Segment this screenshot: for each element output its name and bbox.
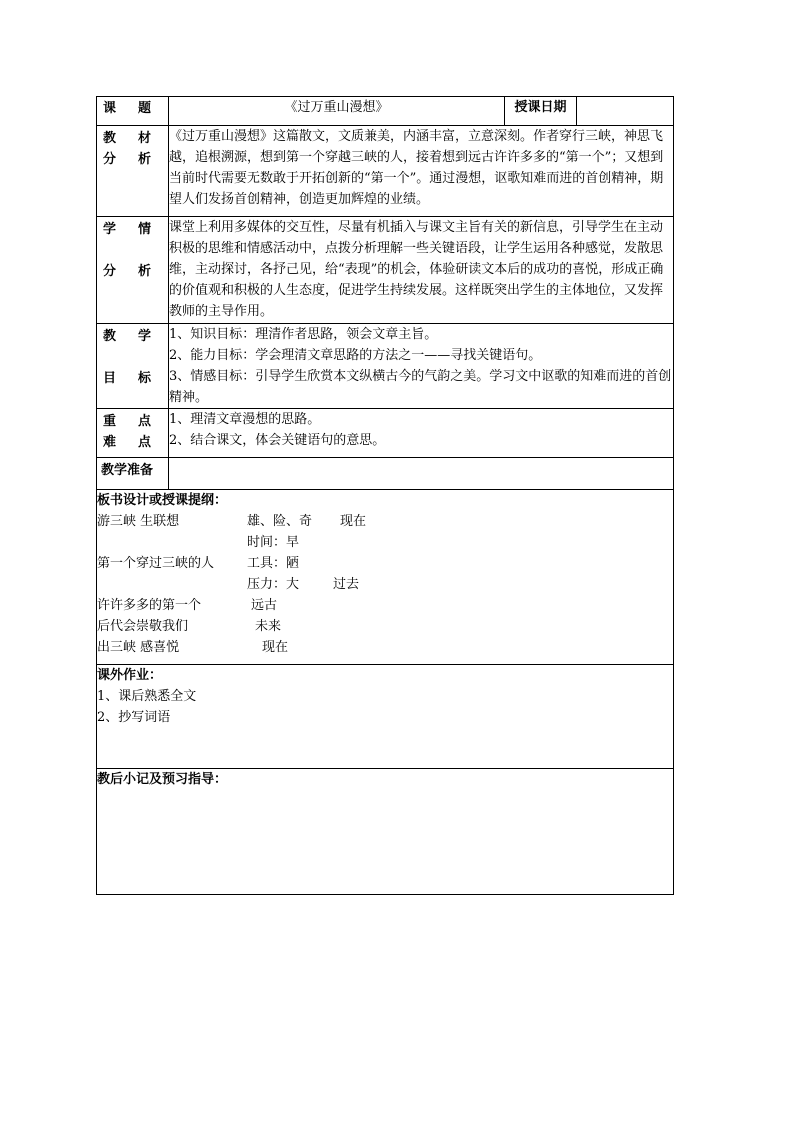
notes-section [97, 769, 674, 895]
board-line: 许许多多的第一个 [97, 598, 202, 613]
material-label-char: 材 [137, 131, 151, 146]
goals-label-char: 目 [103, 371, 117, 386]
board-line: 时间：早 [247, 535, 300, 550]
date-label: 授课日期 [505, 97, 577, 126]
students-label-char: 析 [137, 264, 151, 279]
notes-row [97, 769, 674, 895]
notes-title: 教后小记及预习指导： [97, 772, 228, 787]
homework-item: 2、抄写词语 [97, 710, 171, 725]
topic-row [97, 97, 674, 126]
goal-item: 3、情感目标：引导学生欣赏本文纵横古今的气韵之美。学习文中讴歌的知难而进的首创精神。 [169, 369, 672, 405]
prep-value [169, 458, 674, 490]
keypoints-label-char: 难 [103, 435, 117, 450]
board-line: 出三峡 感喜悦 [97, 640, 180, 655]
board-title: 板书设计或授课提纲： [97, 493, 228, 508]
students-row [97, 217, 674, 324]
keypoints-row [97, 409, 674, 458]
topic-label-b: 题 [137, 101, 151, 116]
board-line: 现在 [262, 640, 289, 655]
board-line: 过去 [333, 577, 360, 592]
material-label-char: 分 [103, 152, 117, 167]
material-label-char: 析 [137, 152, 151, 167]
students-label-char: 学 [103, 222, 117, 237]
keypoints-list [169, 409, 674, 458]
students-label-cell [97, 217, 169, 324]
board-outline [97, 511, 673, 655]
students-label-char: 情 [137, 222, 151, 237]
homework-title: 课外作业： [97, 668, 163, 683]
keypoint-item: 2、结合课文，体会关键语句的意思。 [169, 433, 386, 448]
date-value [577, 97, 674, 126]
board-line: 现在 [340, 514, 367, 529]
material-row [97, 126, 674, 217]
homework-row [97, 665, 674, 769]
goals-label-char: 教 [103, 329, 117, 344]
goals-label-char: 学 [137, 329, 151, 344]
keypoints-label-char: 点 [137, 435, 151, 450]
material-text: 《过万重山漫想》这篇散文，文质兼美，内涵丰富，立意深刻。作者穿行三峡，神思飞越，追根溯源，想到第一个穿越三峡的人，接着想到远古许许多多的“第一个”；又想到当前时代需要无数敢于开拓创新的“第一个”。通过漫想，讴歌知难而进的首创精神，期望人们发扬首创精神，创造更加辉煌的业绩。 [169, 126, 674, 217]
homework-item: 1、课后熟悉全文 [97, 689, 197, 704]
topic-label-a: 课 [103, 101, 117, 116]
topic-label-cell [97, 97, 169, 126]
board-line: 雄、险、奇 [247, 514, 313, 529]
board-line: 远古 [251, 598, 278, 613]
keypoint-item: 1、理清文章漫想的思路。 [169, 412, 321, 427]
keypoints-label-char: 点 [137, 414, 151, 429]
keypoints-label-cell [97, 409, 169, 458]
board-section [97, 490, 674, 665]
material-label-char: 教 [103, 131, 117, 146]
board-line: 游三峡 生联想 [97, 514, 180, 529]
material-label-cell [97, 126, 169, 217]
board-line: 后代会崇敬我们 [97, 619, 189, 634]
students-label-char: 分 [103, 264, 117, 279]
lesson-title: 《过万重山漫想》 [169, 97, 505, 126]
board-row [97, 490, 674, 665]
goals-list [169, 324, 674, 409]
lesson-plan-table [96, 96, 674, 895]
goal-item: 1、知识目标：理清作者思路，领会文章主旨。 [169, 327, 438, 342]
board-line: 工具：陋 [247, 556, 300, 571]
goals-label-char: 标 [137, 371, 151, 386]
prep-label: 教学准备 [97, 458, 169, 490]
goals-label-cell [97, 324, 169, 409]
goals-row [97, 324, 674, 409]
board-line: 压力：大 [247, 577, 300, 592]
board-line: 未来 [255, 619, 282, 634]
students-text: 课堂上利用多媒体的交互性，尽量有机插入与课文主旨有关的新信息，引导学生在主动积极的思维和情感活动中，点拨分析理解一些关键语段，让学生运用各种感觉，发散思维，主动探讨，各抒己见，给“表现”的机会，体验研读文本后的成功的喜悦，形成正确的价值观和积极的人生态度，促进学生持续发展。这样既突出学生的主体地位，又发挥教师的主导作用。 [169, 217, 674, 324]
goal-item: 2、能力目标：学会理清文章思路的方法之一——寻找关键语句。 [169, 348, 542, 363]
keypoints-label-char: 重 [103, 414, 117, 429]
homework-section [97, 665, 674, 769]
prep-row [97, 458, 674, 490]
board-line: 第一个穿过三峡的人 [97, 556, 215, 571]
